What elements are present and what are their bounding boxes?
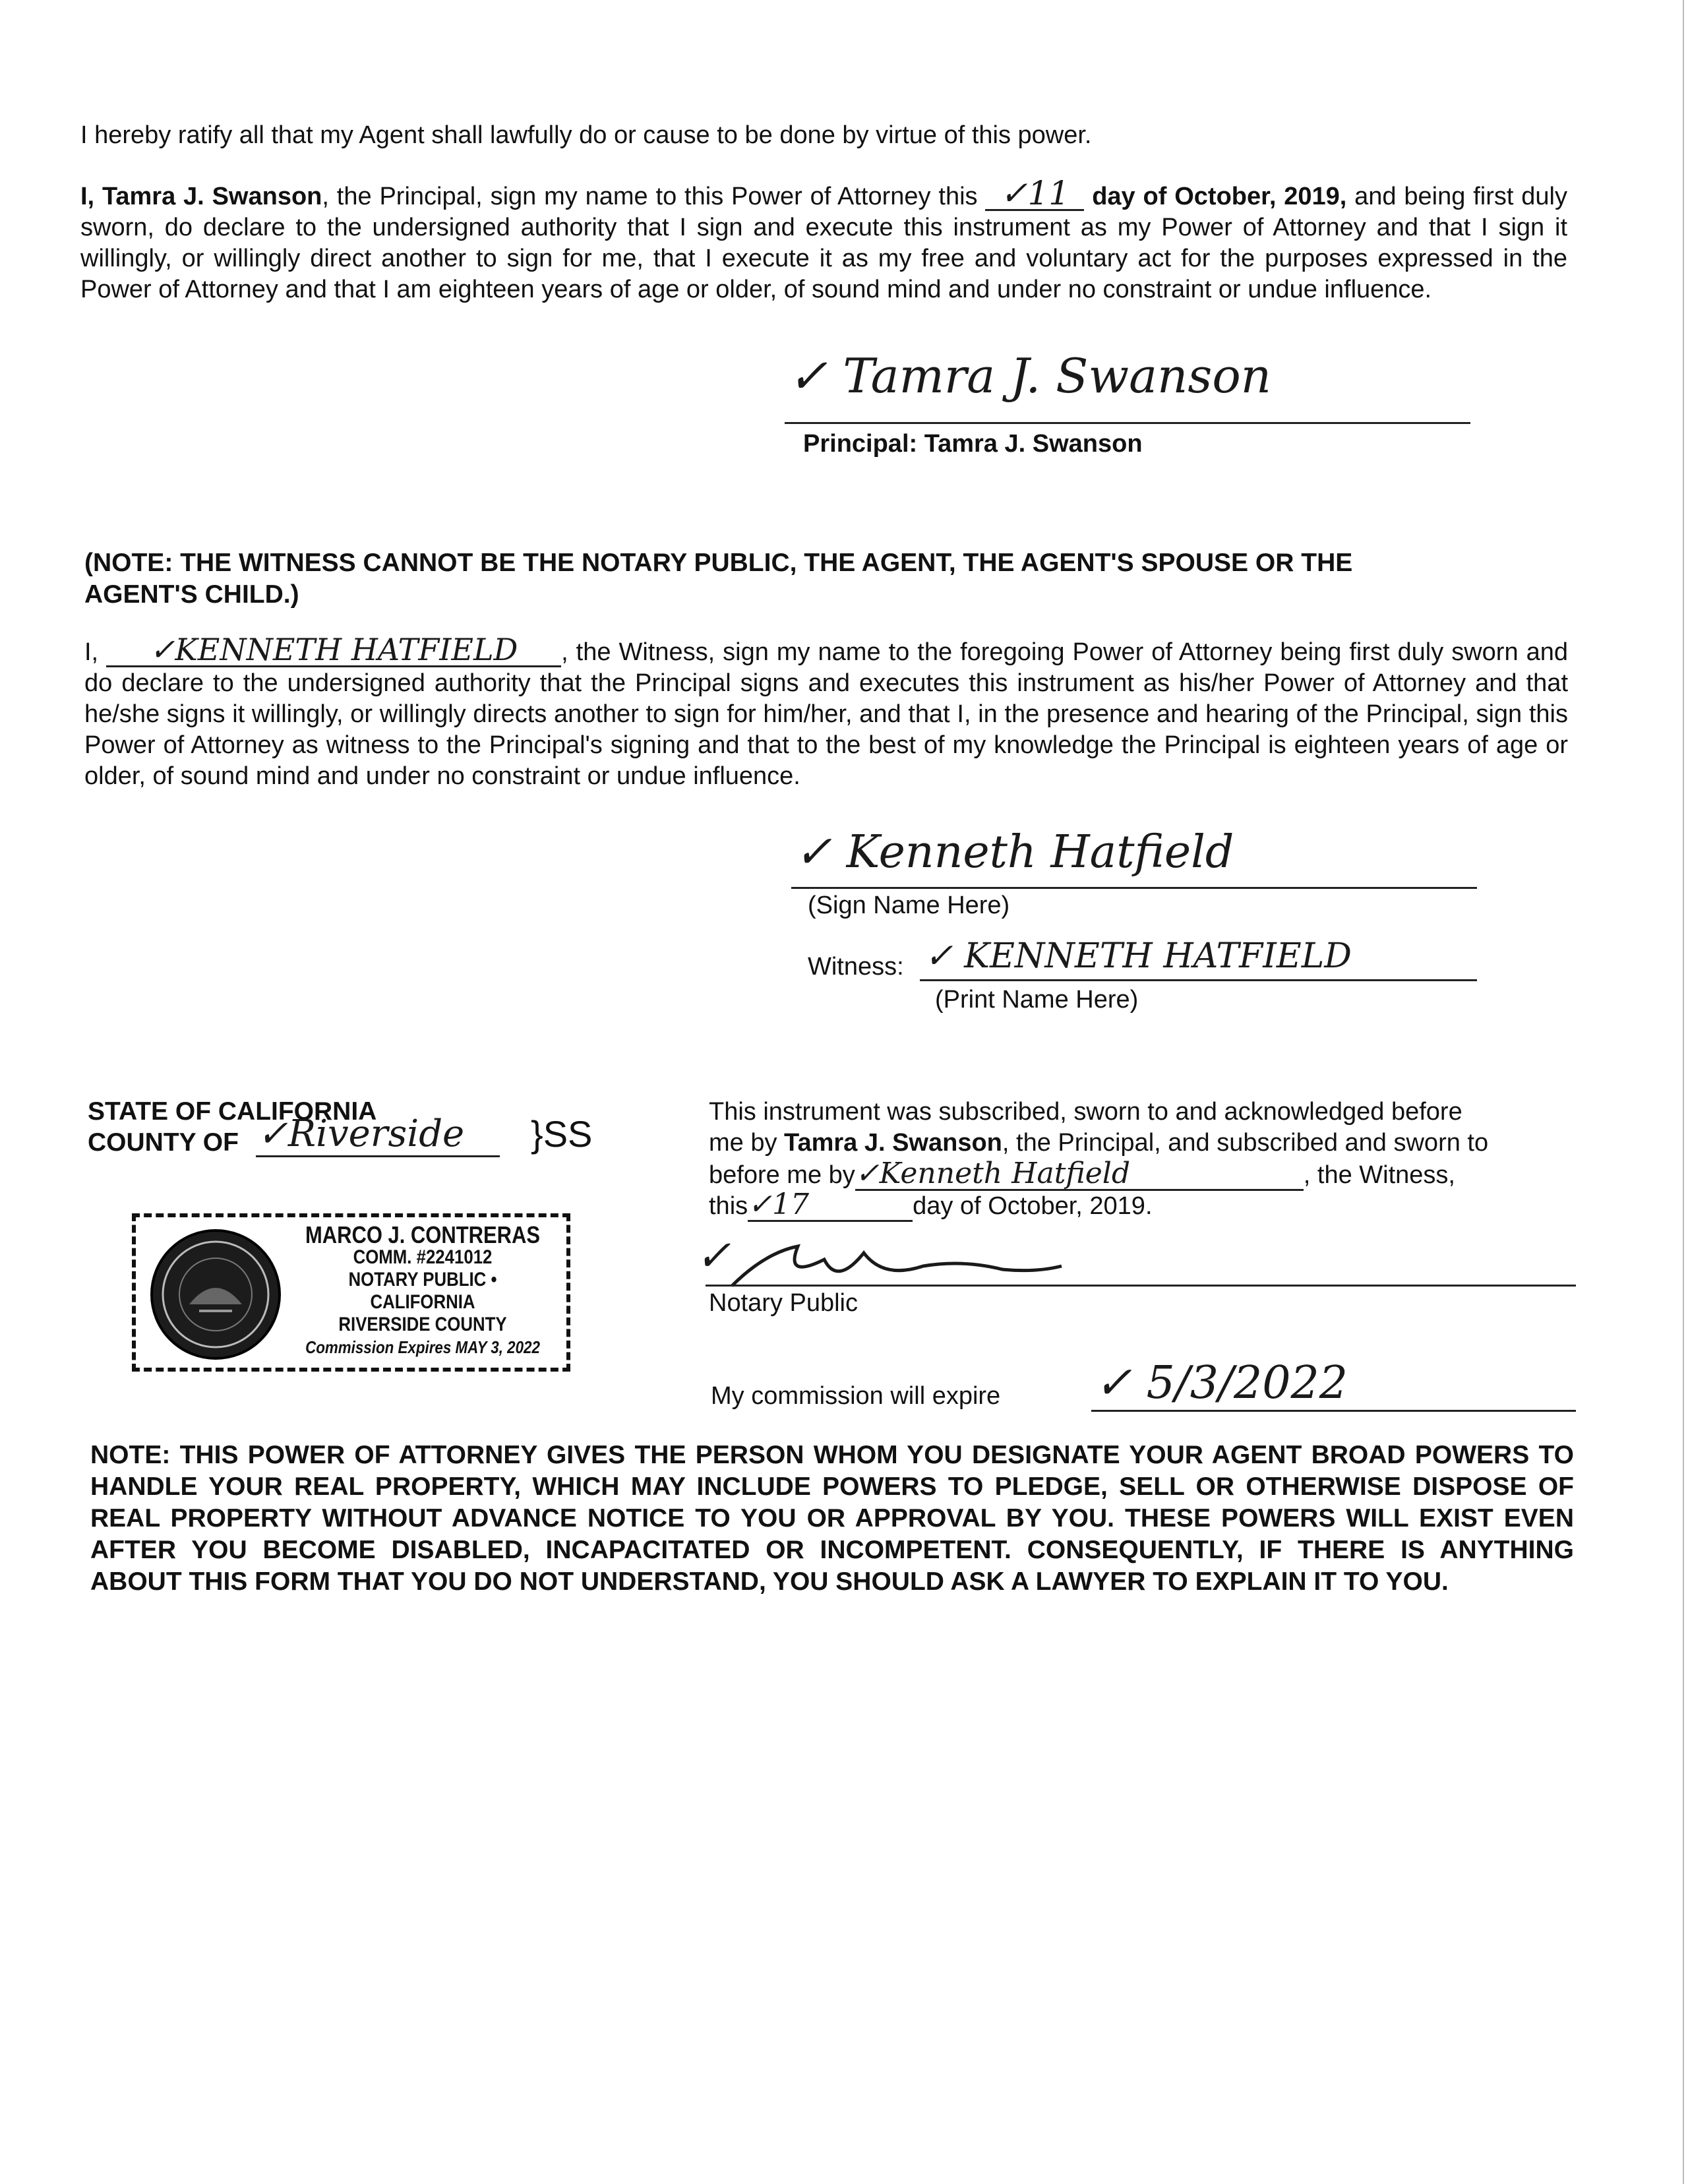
- stamp-expiration: Commission Expires MAY 3, 2022: [305, 1337, 540, 1357]
- ratify-paragraph: I hereby ratify all that my Agent shall lawfully do or cause to be done by virtue of this power.: [80, 121, 1092, 149]
- principal-caption: Principal: Tamra J. Swanson: [803, 430, 1143, 458]
- commission-label: My commission will expire: [711, 1382, 1001, 1410]
- principal-text-1: , the Principal, sign my name to this Power of Attorney this: [322, 183, 986, 210]
- witness-printed-name-handwritten: ✓ KENNETH HATFIELD: [924, 936, 1352, 976]
- notary-signature-check: ✓: [696, 1232, 731, 1281]
- ack-line-3-prefix: before me by: [709, 1161, 855, 1189]
- print-name-caption: (Print Name Here): [935, 986, 1139, 1014]
- sign-name-caption: (Sign Name Here): [808, 892, 1010, 919]
- scan-edge-line: [1683, 0, 1684, 2184]
- stamp-notary-state: NOTARY PUBLIC • CALIFORNIA: [348, 1269, 497, 1313]
- witness-signature: ✓ Kenneth Hatfield: [795, 826, 1234, 878]
- ack-line-4: [709, 1190, 1153, 1222]
- witness-note: (NOTE: THE WITNESS CANNOT BE THE NOTARY PUBLIC, THE AGENT, THE AGENT'S SPOUSE OR THE AGENT'S CHILD.): [84, 549, 1353, 609]
- commission-date-handwritten: ✓ 5/3/2022: [1095, 1357, 1348, 1409]
- ack-line-1: This instrument was subscribed, sworn to and acknowledged before: [709, 1098, 1462, 1126]
- witness-print-line: [920, 979, 1477, 981]
- venue-county-label: COUNTY OF: [88, 1128, 239, 1157]
- final-note: NOTE: THIS POWER OF ATTORNEY GIVES THE PERSON WHOM YOU DESIGNATE YOUR AGENT BROAD POWERS TO HANDLE YOUR REAL PROPERTY, WHICH MAY INCLUDE POWERS TO PLEDGE, SELL OR OTHERWISE DISPOSE OF REAL PROPERTY WITHOUT ADVANCE NOTICE TO YOU OR APPROVAL BY YOU. THESE POWERS WILL EXIST EVEN AFTER YOU BECOME DISABLED, INCAPACITATED OR INCOMPETENT. CONSEQUENTLY, IF THERE IS ANYTHING ABOUT THIS FORM THAT YOU DO NOT UNDERSTAND, YOU SHOULD ASK A LAWYER TO EXPLAIN IT TO YOU.: [90, 1441, 1574, 1596]
- witness-label: Witness:: [808, 953, 904, 981]
- witness-name-handwritten: ✓KENNETH HATFIELD: [106, 634, 561, 667]
- principal-date-text: day of October, 2019,: [1084, 183, 1347, 210]
- county-line: [256, 1155, 500, 1157]
- principal-signature: ✓ Tamra J. Swanson: [788, 348, 1272, 404]
- principal-name: Tamra J. Swanson: [102, 183, 322, 210]
- principal-prefix: I,: [80, 183, 102, 210]
- witness-prefix: I,: [84, 638, 107, 666]
- principal-text-2: and being first duly sworn, do declare to the undersigned authority that I sign and execute this instrument as my Power of Attorney and that I sign it willingly, or willingly direct another to sign for me, that I execute it as my free and voluntary act for the purposes expressed in the Power of Attorney and that I am eighteen years of age or older, of sound mind and under no constraint or undue influence.: [80, 183, 1567, 303]
- venue-county-handwritten: ✓Riverside: [257, 1112, 465, 1155]
- ack-line-4-suffix: day of October, 2019.: [913, 1192, 1153, 1220]
- stamp-county: RIVERSIDE COUNTY: [338, 1314, 507, 1335]
- notary-public-caption: Notary Public: [709, 1289, 858, 1317]
- ack-line-2-prefix: me by: [709, 1129, 785, 1157]
- witness-signature-line: [791, 887, 1477, 889]
- witness-statement-paragraph: [84, 634, 1568, 792]
- ack-line-2: [709, 1128, 1488, 1158]
- ack-line-4-prefix: this: [709, 1192, 748, 1220]
- venue-state: STATE OF CALIFORNIA: [88, 1097, 377, 1126]
- stamp-text-block: [301, 1221, 545, 1358]
- commission-line: [1091, 1410, 1576, 1412]
- venue-ss: }SS: [531, 1113, 593, 1155]
- ack-line-3: [709, 1159, 1455, 1191]
- state-seal-icon: [150, 1229, 281, 1360]
- notary-signature-line: [706, 1285, 1576, 1287]
- stamp-name: MARCO J. CONTRERAS: [305, 1221, 541, 1248]
- seal-graphic: [153, 1232, 278, 1357]
- ack-day-handwritten: ✓17: [748, 1190, 913, 1222]
- ack-line-3-suffix: , the Witness,: [1303, 1161, 1455, 1189]
- principal-day-handwritten: ✓11: [985, 178, 1084, 211]
- principal-statement-paragraph: [80, 174, 1567, 305]
- ack-witness-handwritten: ✓Kenneth Hatfield: [855, 1159, 1304, 1191]
- witness-text: , the Witness, sign my name to the foregoing Power of Attorney being first duly sworn and do declare to the undersigned authority that the Principal signs and executes this instrument as his/her Power of Attorney and that he/she signs it willingly, or willingly directs another to sign for him/her, and that I, in the presence and hearing of the Principal, sign this Power of Attorney as witness to the Principal's signing and that to the best of my knowledge the Principal is eighteen years of age or older, of sound mind and under no constraint or undue influence.: [84, 638, 1568, 790]
- stamp-commission-number: COMM. #2241012: [353, 1246, 493, 1268]
- ack-line-2-suffix: , the Principal, and subscribed and sworn to: [1002, 1129, 1489, 1157]
- notary-stamp: [132, 1213, 570, 1372]
- principal-signature-line: [785, 422, 1470, 424]
- ack-principal-name: Tamra J. Swanson: [784, 1129, 1002, 1157]
